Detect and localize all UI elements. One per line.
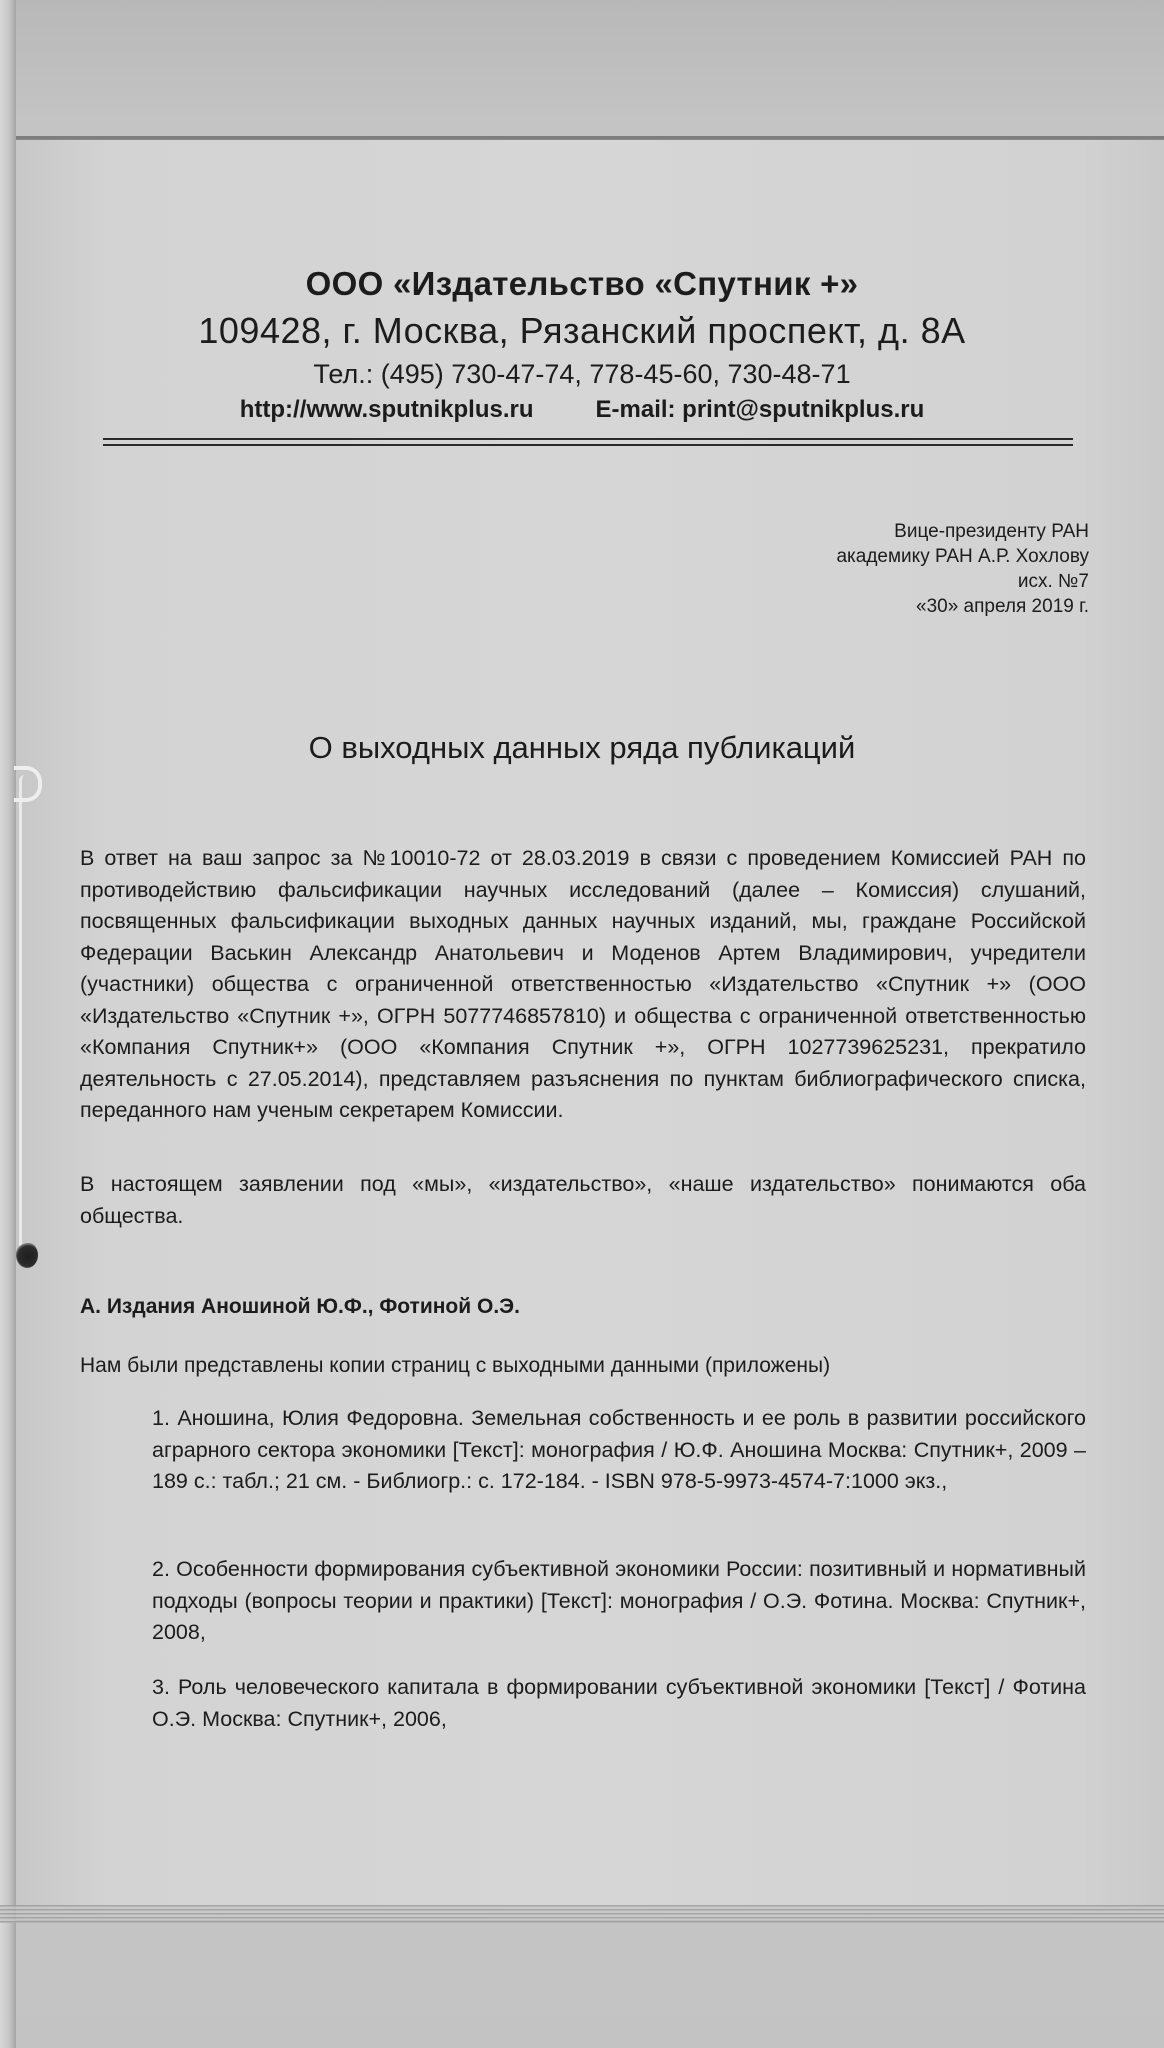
- letterhead: [0, 262, 1164, 428]
- recipient-name: академику РАН А.Р. Хохлову: [836, 546, 1089, 567]
- company-email: E-mail: print@sputnikplus.ru: [595, 396, 925, 423]
- letter-subject: О выходных данных ряда публикаций: [308, 730, 856, 765]
- binding-hole: [16, 1242, 38, 1268]
- company-name: ООО «Издательство «Спутник +»: [305, 265, 859, 302]
- outgoing-number: исх. №7: [1017, 571, 1089, 592]
- company-contacts: [0, 392, 1164, 428]
- recipient-block: [836, 519, 1089, 619]
- body-paragraph-2: В настоящем заявлении под «мы», «издательство», «наше издательство» понимаются оба общества.: [80, 1172, 1086, 1228]
- company-website: http://www.sputnikplus.ru: [239, 396, 534, 423]
- section-a-heading: А. Издания Аношиной Ю.Ф., Фотиной О.Э.: [80, 1295, 520, 1318]
- letterhead-divider: [103, 438, 1073, 446]
- section-a-intro: Нам были представлены копии страниц с выходными данными (приложены): [80, 1354, 831, 1377]
- reference-item-2: 2. Особенности формирования субъективной экономики России: позитивный и нормативный подходы (вопросы теории и практики) [Текст]: монография / О.Э. Фотина. Москва: Спутник+, 2008,: [152, 1557, 1086, 1644]
- reference-item-3: 3. Роль человеческого капитала в формировании субъективной экономики [Текст] / Фотина О.Э. Москва: Спутник+, 2006,: [152, 1675, 1086, 1731]
- letter-date: «30» апреля 2019 г.: [916, 596, 1089, 617]
- binding-string: [19, 775, 34, 1265]
- binding-loop: [14, 766, 42, 802]
- company-phones: Тел.: (495) 730-47-74, 778-45-60, 730-48-71: [313, 359, 851, 389]
- recipient-title: Вице-президенту РАН: [894, 521, 1089, 542]
- body-paragraph-1: В ответ на ваш запрос за №10010-72 от 28.03.2019 в связи с проведением Комиссией РАН по противодействию фальсификации научных исследований (далее – Комиссия) слушаний, посвященных фальсификации выходных данных научных изданий, мы, граждане Российской Федерации Васькин Александр Анатольевич и Моденов Артем Владимирович, учредители (участники) общества с ограниченной ответственностью «Издательство «Спутник +» (ООО «Издательство «Спутник +», ОГРН 5077746857810) и общества с ограниченной ответственностью «Компания Спутник+» (ООО «Компания Спутник +», ОГРН 1027739625231, прекратило деятельность с 27.05.2014), представляем разъяснения по пунктам библиографического списка, переданного нам ученым секретарем Комиссии.: [80, 846, 1086, 1122]
- page-top-edge: [16, 136, 1164, 139]
- company-address: 109428, г. Москва, Рязанский проспект, д. 8А: [198, 310, 966, 351]
- page-stack-bottom-edge: [0, 1905, 1164, 1923]
- reference-item-1: 1. Аношина, Юлия Федоровна. Земельная собственность и ее роль в развитии российского аграрного сектора экономики [Текст]: монография / Ю.Ф. Аношина Москва: Спутник+, 2009 – 189 с.: табл.; 21 см. - Библиогр.: с. 172-184. - ISBN 978-5-9973-4574-7:1000 экз.,: [152, 1406, 1086, 1493]
